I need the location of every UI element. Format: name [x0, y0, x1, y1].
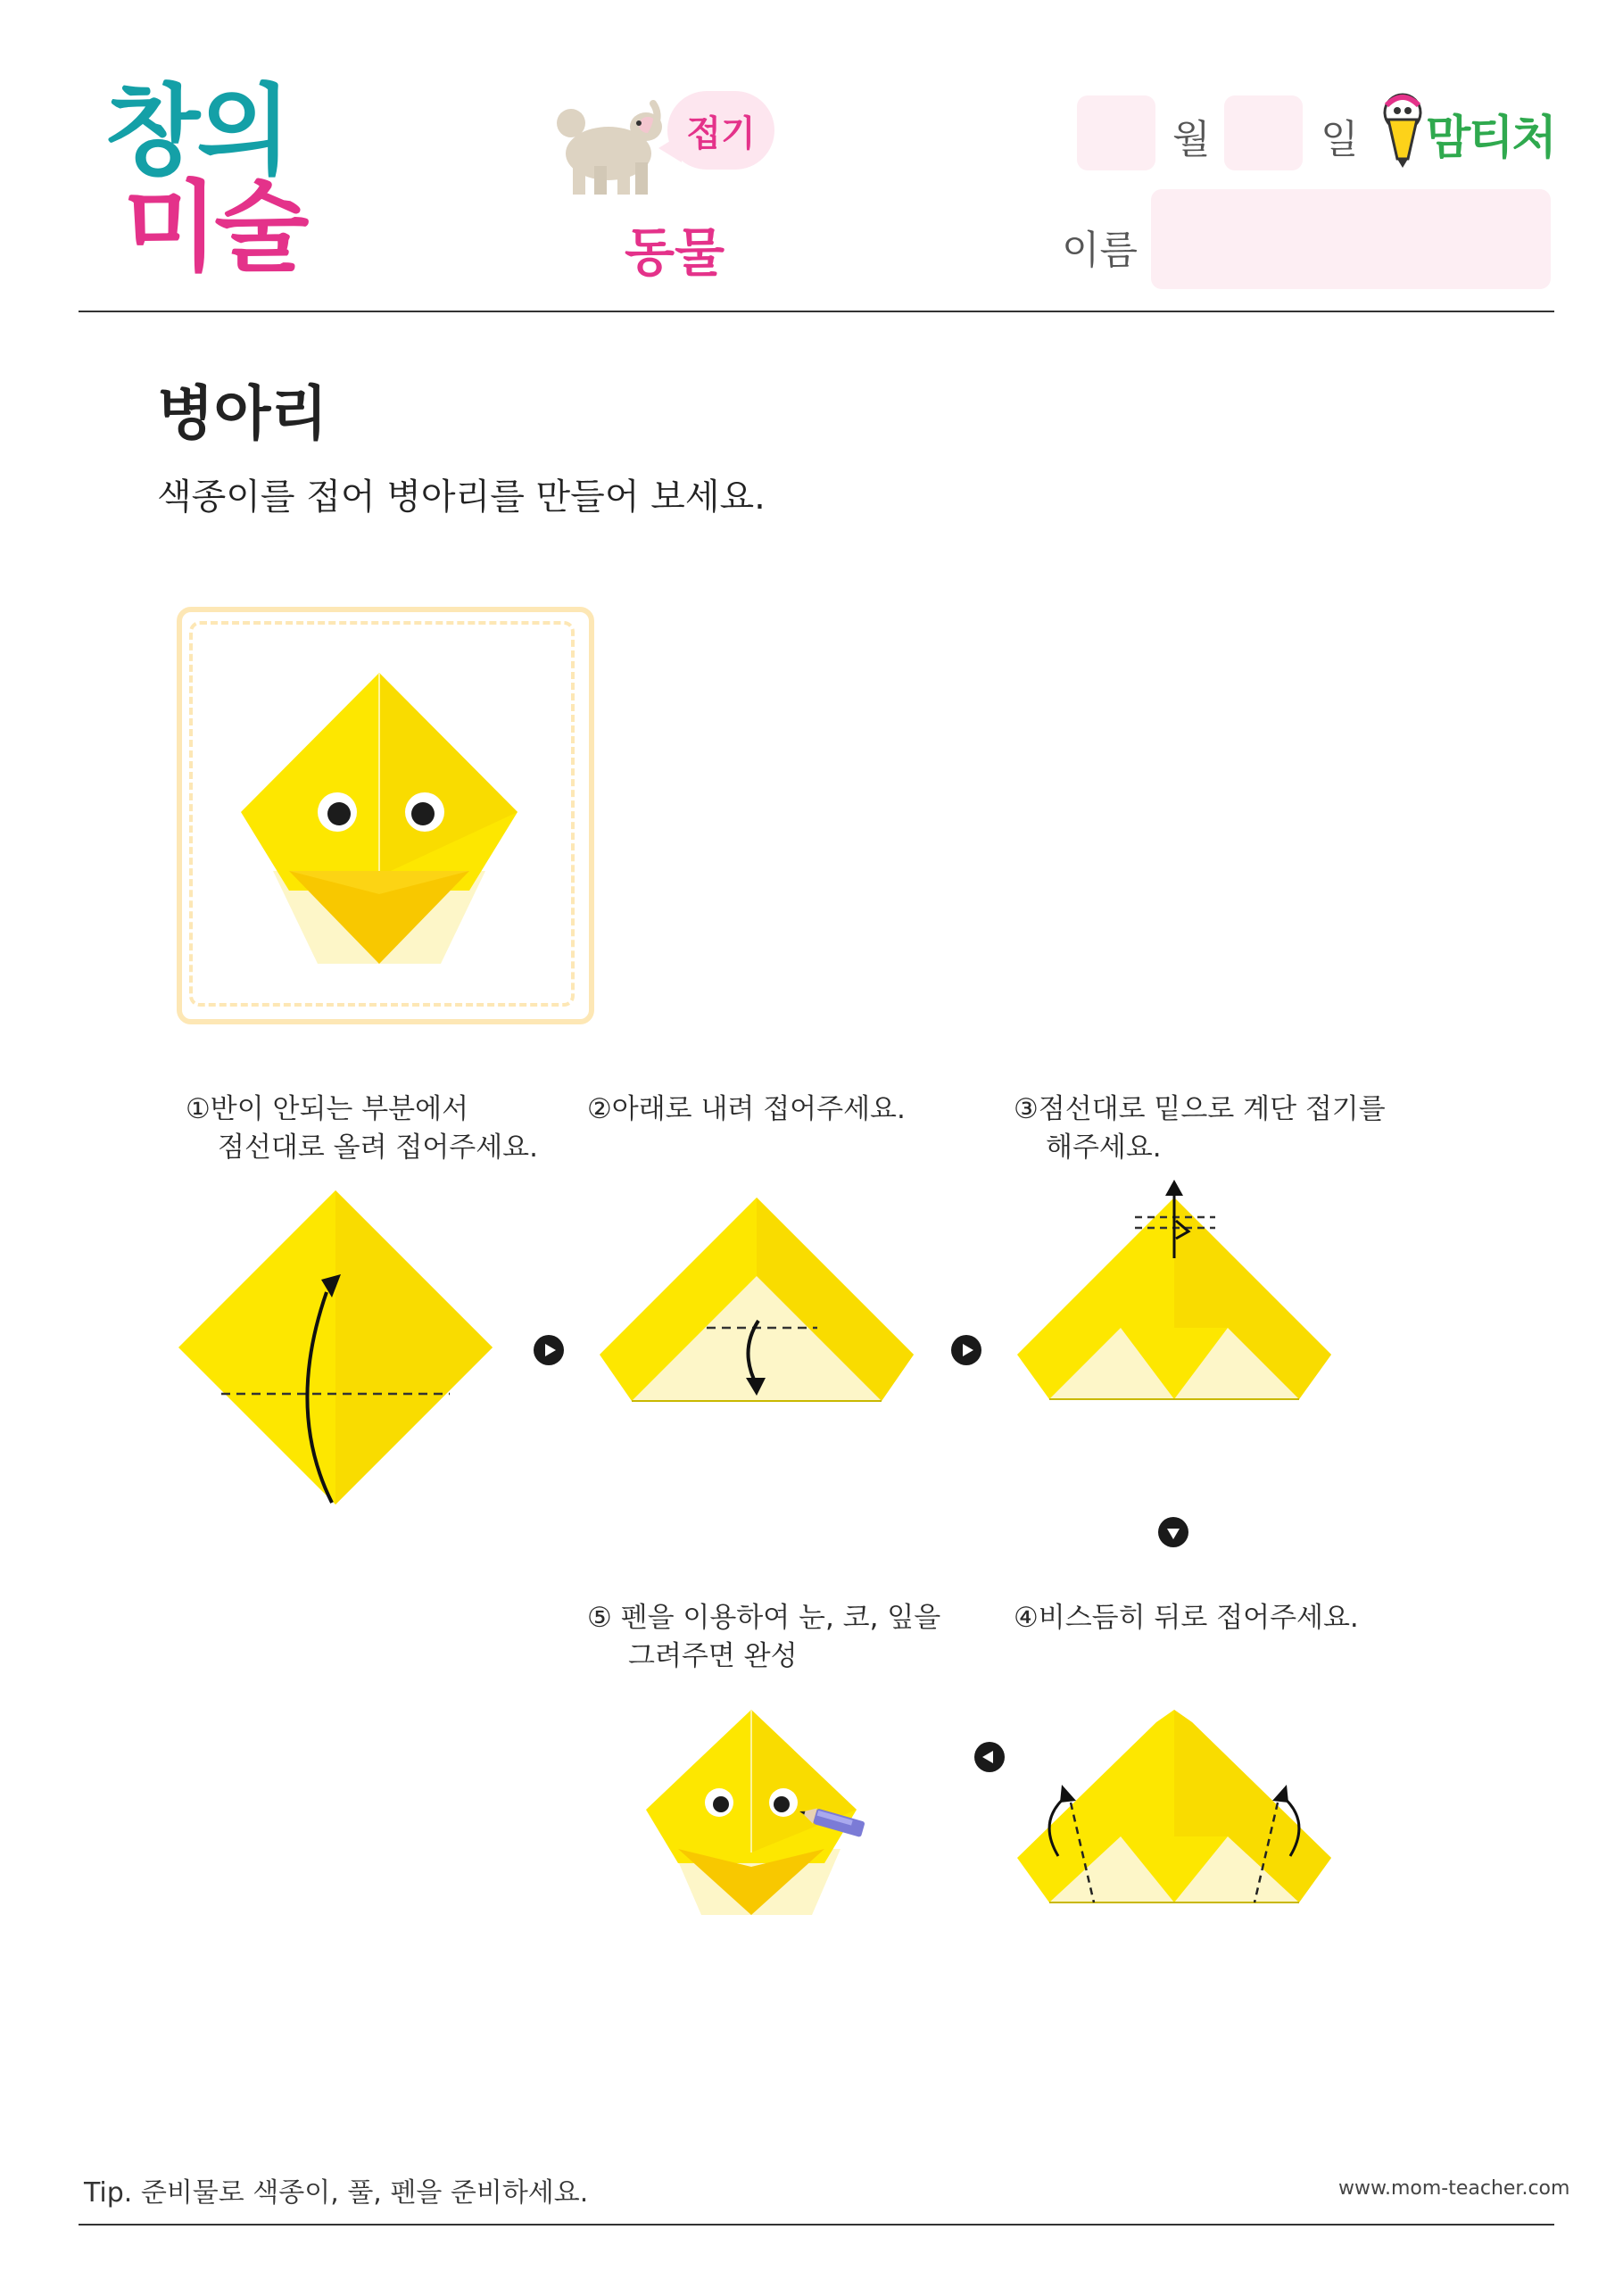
- header-divider: [79, 311, 1554, 312]
- day-input[interactable]: [1224, 95, 1303, 170]
- step-1-line2: 점선대로 올려 접어주세요.: [218, 1131, 538, 1165]
- day-label: 일: [1321, 117, 1359, 162]
- pencil-mascot-icon: [1381, 93, 1424, 168]
- website-link[interactable]: www.mom-teacher.com: [1338, 2177, 1570, 2200]
- step-2-text: [587, 1090, 906, 1129]
- step-4-line1: ④비스듬히 뒤로 접어주세요.: [1014, 1602, 1359, 1634]
- step-3-line1: ③점선대로 밑으로 계단 접기를: [1014, 1093, 1386, 1125]
- step-5-text: [587, 1599, 940, 1677]
- brand-logo-text: 맘티처: [1426, 112, 1555, 165]
- step-2-diagram: [596, 1194, 917, 1405]
- tip-text: Tip. 준비물로 색종이, 풀, 펜을 준비하세요.: [84, 2177, 589, 2209]
- elephant-icon: [546, 98, 662, 198]
- step-4-diagram: [1014, 1706, 1335, 1911]
- next-step-arrow-2: [951, 1335, 981, 1365]
- step-2-line1: ②아래로 내려 접어주세요.: [587, 1093, 906, 1125]
- category-title: 동물: [625, 222, 725, 283]
- pen-icon: [796, 1803, 871, 1844]
- step-3-line2: 해주세요.: [1046, 1131, 1162, 1165]
- step-5-line2: 그려주면 완성: [628, 1640, 798, 1673]
- logo-bottom-text: 미술: [123, 170, 306, 285]
- next-step-arrow-3: [1158, 1517, 1188, 1547]
- step-4-text: [1014, 1599, 1359, 1637]
- name-input[interactable]: [1151, 189, 1551, 289]
- play-left-icon: [974, 1742, 1005, 1772]
- footer-divider: [79, 2224, 1554, 2226]
- play-down-icon: [1158, 1517, 1188, 1547]
- step-5-line1: ⑤ 펜을 이용하여 눈, 코, 잎을: [587, 1602, 941, 1634]
- step-1-text: [186, 1090, 538, 1168]
- next-step-arrow-1: [534, 1335, 564, 1365]
- name-label: 이름: [1062, 228, 1139, 273]
- play-right-icon: [534, 1335, 564, 1365]
- step-3-diagram: [1014, 1176, 1335, 1408]
- page-title: 병아리: [157, 379, 328, 448]
- category-bubble: 접기: [667, 91, 774, 170]
- month-input[interactable]: [1077, 95, 1155, 170]
- step-1-diagram: [175, 1187, 496, 1508]
- logo-top-text: 창의: [105, 74, 288, 188]
- next-step-arrow-4: [974, 1742, 1005, 1772]
- page-subtitle: 색종이를 접어 병아리를 만들어 보세요.: [157, 477, 766, 518]
- finished-chick-illustration: [223, 669, 535, 973]
- step-1-line1: ①반이 안되는 부분에서: [186, 1093, 469, 1125]
- step-3-text: [1014, 1090, 1386, 1168]
- play-right-icon: [951, 1335, 981, 1365]
- month-label: 월: [1172, 117, 1211, 162]
